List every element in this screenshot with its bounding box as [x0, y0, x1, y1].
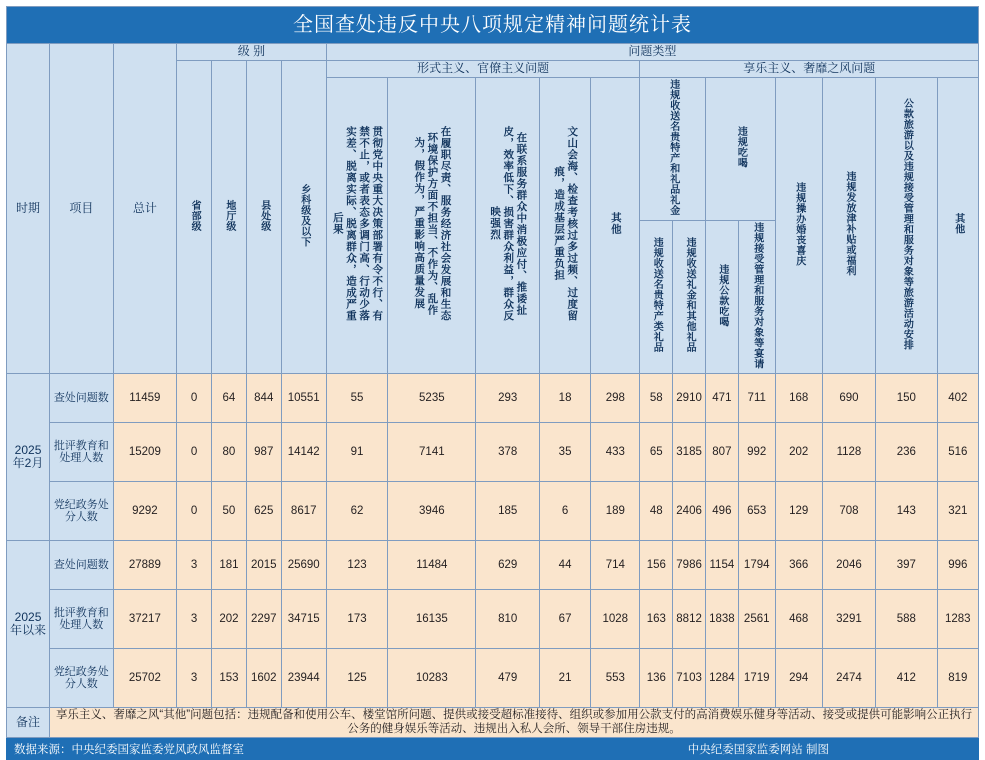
- cell-level-0: 0: [177, 423, 212, 482]
- cell-hedonism-6: 397: [876, 541, 938, 590]
- table-row: [7, 649, 979, 708]
- header-hedonism-group: 享乐主义、奢靡之风问题: [640, 60, 979, 77]
- cell-hedonism-1: 7986: [673, 541, 706, 590]
- table-row: [7, 482, 979, 541]
- cell-formalism-3: 35: [539, 423, 590, 482]
- cell-hedonism-7: 402: [937, 374, 978, 423]
- header-hedonism-other: 其他: [937, 77, 978, 374]
- cell-formalism-4: 189: [591, 482, 640, 541]
- cell-hedonism-0: 136: [640, 649, 673, 708]
- cell-hedonism-5: 690: [822, 374, 875, 423]
- cell-level-0: 0: [177, 482, 212, 541]
- header-dining-public: 违规公款吃喝: [705, 220, 738, 374]
- table-row: [7, 423, 979, 482]
- cell-hedonism-7: 819: [937, 649, 978, 708]
- statistics-table: [6, 6, 979, 738]
- cell-hedonism-0: 163: [640, 590, 673, 649]
- cell-formalism-3: 21: [539, 649, 590, 708]
- cell-hedonism-2: 1838: [705, 590, 738, 649]
- cell-hedonism-4: 366: [775, 541, 822, 590]
- header-level-township: 乡科级及以下: [281, 60, 326, 374]
- cell-hedonism-0: 48: [640, 482, 673, 541]
- cell-level-2: 2015: [246, 541, 281, 590]
- cell-total: 37217: [113, 590, 177, 649]
- cell-hedonism-2: 807: [705, 423, 738, 482]
- cell-total: 27889: [113, 541, 177, 590]
- cell-formalism-4: 553: [591, 649, 640, 708]
- cell-formalism-0: 55: [326, 374, 388, 423]
- cell-level-2: 2297: [246, 590, 281, 649]
- header-formalism-col-4: 文山会海、检查考核过多过频、过度留痕，造成基层严重负担: [539, 77, 590, 374]
- header-level-province: 省部级: [177, 60, 212, 374]
- header-gift-money: 违规收送礼金和其他礼品: [673, 220, 706, 374]
- cell-formalism-1: 10283: [388, 649, 476, 708]
- cell-formalism-2: 185: [476, 482, 540, 541]
- header-level-bureau: 地厅级: [211, 60, 246, 374]
- cell-level-2: 844: [246, 374, 281, 423]
- note-label: 备注: [7, 708, 50, 737]
- header-gift-specialty: 违规收送名贵特产类礼品: [640, 220, 673, 374]
- cell-hedonism-7: 321: [937, 482, 978, 541]
- cell-level-3: 23944: [281, 649, 326, 708]
- header-hedonism-subsidy: 违规发放津补贴或福利: [822, 77, 875, 374]
- footer-bar: [6, 738, 979, 760]
- header-level-county: 县处级: [246, 60, 281, 374]
- cell-hedonism-2: 471: [705, 374, 738, 423]
- cell-formalism-0: 91: [326, 423, 388, 482]
- header-period: 时期: [7, 44, 50, 374]
- header-gift-group: 违规收送名贵特产和礼品礼金: [640, 77, 706, 220]
- cell-hedonism-1: 7103: [673, 649, 706, 708]
- footer-source: 数据来源：中央纪委国家监委党风政风监督室: [14, 743, 244, 756]
- cell-hedonism-7: 1283: [937, 590, 978, 649]
- table-row: [7, 541, 979, 590]
- cell-level-2: 1602: [246, 649, 281, 708]
- cell-level-1: 202: [211, 590, 246, 649]
- cell-hedonism-5: 2046: [822, 541, 875, 590]
- cell-hedonism-2: 1154: [705, 541, 738, 590]
- cell-total: 11459: [113, 374, 177, 423]
- cell-formalism-2: 293: [476, 374, 540, 423]
- header-formalism-group: 形式主义、官僚主义问题: [326, 60, 640, 77]
- cell-hedonism-4: 129: [775, 482, 822, 541]
- cell-hedonism-4: 202: [775, 423, 822, 482]
- cell-formalism-3: 6: [539, 482, 590, 541]
- cell-formalism-1: 5235: [388, 374, 476, 423]
- cell-hedonism-2: 496: [705, 482, 738, 541]
- footer-site: 中央纪委国家监委网站 制图: [687, 743, 829, 756]
- cell-level-3: 14142: [281, 423, 326, 482]
- cell-level-2: 625: [246, 482, 281, 541]
- header-level-group: 级 别: [177, 44, 327, 61]
- cell-level-1: 181: [211, 541, 246, 590]
- row-period-2025-ytd: 2025年以来: [7, 541, 50, 708]
- row-item: 党纪政务处分人数: [50, 649, 114, 708]
- cell-hedonism-6: 588: [876, 590, 938, 649]
- cell-level-3: 10551: [281, 374, 326, 423]
- cell-hedonism-6: 143: [876, 482, 938, 541]
- cell-formalism-0: 123: [326, 541, 388, 590]
- cell-level-1: 50: [211, 482, 246, 541]
- cell-formalism-1: 11484: [388, 541, 476, 590]
- cell-hedonism-3: 1719: [738, 649, 775, 708]
- cell-formalism-2: 479: [476, 649, 540, 708]
- cell-level-0: 3: [177, 541, 212, 590]
- header-dining-banquet: 违规接受管理和服务对象等宴请: [738, 220, 775, 374]
- cell-level-0: 0: [177, 374, 212, 423]
- cell-formalism-1: 16135: [388, 590, 476, 649]
- cell-level-0: 3: [177, 649, 212, 708]
- row-item: 批评教育和处理人数: [50, 590, 114, 649]
- header-dining-group: 违规吃喝: [705, 77, 775, 220]
- cell-hedonism-7: 516: [937, 423, 978, 482]
- cell-formalism-2: 810: [476, 590, 540, 649]
- table-row: [7, 374, 979, 423]
- cell-hedonism-4: 468: [775, 590, 822, 649]
- page-title: 全国查处违反中央八项规定精神问题统计表: [7, 7, 979, 44]
- cell-hedonism-5: 2474: [822, 649, 875, 708]
- cell-total: 15209: [113, 423, 177, 482]
- cell-formalism-3: 44: [539, 541, 590, 590]
- header-formalism-col-1: 贯彻党中央重大决策部署有令不行、有禁不止，或者表态多调门高、行动少落实差、脱离实际、脱离群众，造成严重后果: [326, 77, 388, 374]
- row-item: 党纪政务处分人数: [50, 482, 114, 541]
- cell-hedonism-3: 2561: [738, 590, 775, 649]
- header-type-group: 问题类型: [326, 44, 978, 61]
- cell-hedonism-1: 2406: [673, 482, 706, 541]
- cell-hedonism-0: 65: [640, 423, 673, 482]
- cell-hedonism-3: 653: [738, 482, 775, 541]
- cell-level-1: 80: [211, 423, 246, 482]
- cell-hedonism-1: 2910: [673, 374, 706, 423]
- cell-hedonism-1: 8812: [673, 590, 706, 649]
- cell-hedonism-2: 1284: [705, 649, 738, 708]
- cell-hedonism-4: 294: [775, 649, 822, 708]
- cell-hedonism-1: 3185: [673, 423, 706, 482]
- cell-hedonism-3: 1794: [738, 541, 775, 590]
- cell-formalism-4: 714: [591, 541, 640, 590]
- cell-hedonism-5: 1128: [822, 423, 875, 482]
- cell-level-3: 34715: [281, 590, 326, 649]
- row-item: 批评教育和处理人数: [50, 423, 114, 482]
- cell-formalism-4: 298: [591, 374, 640, 423]
- cell-hedonism-6: 150: [876, 374, 938, 423]
- header-formalism-col-3: 在联系服务群众中消极应付、推诿扯皮，效率低下、损害群众利益，群众反映强烈: [476, 77, 540, 374]
- cell-formalism-4: 433: [591, 423, 640, 482]
- cell-formalism-3: 67: [539, 590, 590, 649]
- cell-hedonism-6: 412: [876, 649, 938, 708]
- cell-formalism-1: 3946: [388, 482, 476, 541]
- cell-level-3: 25690: [281, 541, 326, 590]
- row-item: 查处问题数: [50, 374, 114, 423]
- cell-hedonism-5: 3291: [822, 590, 875, 649]
- note-row: [7, 708, 979, 737]
- header-item: 项目: [50, 44, 114, 374]
- row-item: 查处问题数: [50, 541, 114, 590]
- cell-hedonism-6: 236: [876, 423, 938, 482]
- cell-formalism-4: 1028: [591, 590, 640, 649]
- cell-formalism-0: 62: [326, 482, 388, 541]
- table-row: [7, 590, 979, 649]
- header-total: 总计: [113, 44, 177, 374]
- cell-formalism-2: 629: [476, 541, 540, 590]
- cell-level-1: 153: [211, 649, 246, 708]
- cell-level-1: 64: [211, 374, 246, 423]
- cell-formalism-0: 125: [326, 649, 388, 708]
- cell-total: 9292: [113, 482, 177, 541]
- cell-hedonism-0: 156: [640, 541, 673, 590]
- cell-formalism-3: 18: [539, 374, 590, 423]
- cell-hedonism-5: 708: [822, 482, 875, 541]
- cell-formalism-0: 173: [326, 590, 388, 649]
- header-formalism-col-2: 在履职尽责、服务经济社会发展和生态环境保护方面不担当、不作为、乱作为，假作为，严重影响高质量发展: [388, 77, 476, 374]
- header-formalism-col-other: 其他: [591, 77, 640, 374]
- header-hedonism-wedding: 违规操办婚丧喜庆: [775, 77, 822, 374]
- cell-total: 25702: [113, 649, 177, 708]
- row-period-2025-02: 2025年2月: [7, 374, 50, 541]
- cell-formalism-2: 378: [476, 423, 540, 482]
- cell-hedonism-3: 711: [738, 374, 775, 423]
- cell-level-0: 3: [177, 590, 212, 649]
- header-hedonism-travel: 公款旅游以及违规接受管理和服务对象等旅游活动安排: [876, 77, 938, 374]
- cell-formalism-1: 7141: [388, 423, 476, 482]
- cell-hedonism-0: 58: [640, 374, 673, 423]
- note-text: 享乐主义、奢靡之风“其他”问题包括：违规配备和使用公车、楼堂馆所问题、提供或接受超标准接待、组织或参加用公款支付的高消费娱乐健身等活动、接受或提供可能影响公正执行公务的健身娱乐等活动、违规出入私人会所、领导干部住房违规。: [50, 708, 979, 737]
- cell-level-2: 987: [246, 423, 281, 482]
- cell-hedonism-3: 992: [738, 423, 775, 482]
- cell-hedonism-4: 168: [775, 374, 822, 423]
- cell-level-3: 8617: [281, 482, 326, 541]
- cell-hedonism-7: 996: [937, 541, 978, 590]
